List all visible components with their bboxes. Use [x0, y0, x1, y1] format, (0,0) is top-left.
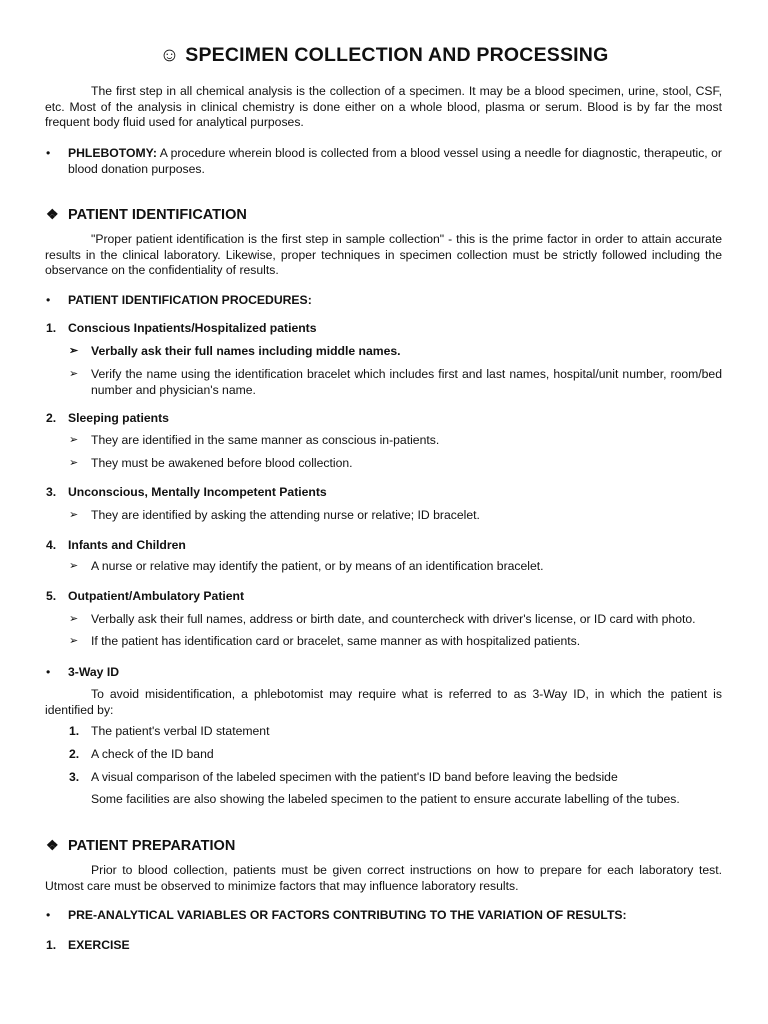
intro-paragraph: The first step in all chemical analysis is the collection of a specimen. It may be a blood specimen, urine, stool, CSF, etc. Most of the analysis in clinical chemistry is done either on a whole blood, plasma or serum. Blood is by far the most frequent body fluid used for analytical purposes.	[45, 84, 722, 130]
three-way-list-item: 3. A visual comparison of the labeled specimen with the patient's ID band before leaving the bedside	[69, 770, 618, 784]
bullet-dot-icon: •	[46, 146, 51, 160]
list-point: ➢ A nurse or relative may identify the patient, or by means of an identification bracelet.	[69, 559, 544, 573]
section-heading-patient-identification: ❖ PATIENT IDENTIFICATION	[46, 206, 247, 223]
three-way-list-item: 2. A check of the ID band	[69, 747, 214, 761]
list-item-heading: 1. EXERCISE	[46, 938, 130, 952]
list-item-heading: 2. Sleeping patients	[46, 411, 169, 425]
list-item-heading: 1. Conscious Inpatients/Hospitalized patients	[46, 321, 317, 335]
diamond-cross-icon: ❖	[46, 837, 59, 853]
bullet-dot-icon: •	[46, 293, 51, 307]
arrowhead-right-icon: ➢	[69, 434, 79, 446]
arrowhead-right-icon: ➢	[69, 457, 79, 469]
list-point: ➢ Verbally ask their full names including middle names.	[69, 344, 401, 358]
three-way-id-paragraph: To avoid misidentification, a phlebotomist may require what is referred to as 3-Way ID, in which the patient is identified by:	[45, 687, 722, 717]
list-point: ➢ They are identified by asking the attending nurse or relative; ID bracelet.	[69, 508, 480, 522]
patient-identification-paragraph: "Proper patient identification is the first step in sample collection" - this is the prime factor in order to attain accurate results in the clinical laboratory. Likewise, proper techniques in specimen collection must be strictly followed including the observance on the confidentiality of results.	[45, 232, 722, 278]
patient-preparation-paragraph: Prior to blood collection, patients must be given correct instructions on how to prepare for each laboratory test. Utmost care must be observed to minimize factors that may influence laboratory results.	[45, 863, 722, 893]
bullet-dot-icon: •	[46, 908, 51, 922]
arrowhead-right-icon: ➢	[69, 509, 79, 521]
arrowhead-right-icon: ➢	[69, 613, 79, 625]
phlebotomy-definition: A procedure wherein blood is collected from a blood vessel using a needle for diagnostic, therapeutic, or blood donation purposes.	[68, 146, 722, 176]
list-item-heading: 3. Unconscious, Mentally Incompetent Patients	[46, 485, 327, 499]
phlebotomy-bullet	[46, 146, 722, 177]
procedures-bullet: • PATIENT IDENTIFICATION PROCEDURES:	[46, 293, 312, 307]
three-way-list-item: 1. The patient's verbal ID statement	[69, 724, 270, 738]
identification-quote: "Proper patient identification is the first step in sample collection"	[91, 232, 445, 246]
diamond-cross-icon: ❖	[46, 206, 59, 222]
list-point: ➢ Verbally ask their full names, address or birth date, and countercheck with driver's license, or ID card with photo.	[69, 612, 696, 626]
arrowhead-right-icon: ➢	[69, 345, 79, 357]
phlebotomy-term: PHLEBOTOMY:	[68, 146, 157, 160]
bullet-dot-icon: •	[46, 665, 51, 679]
arrowhead-right-icon: ➢	[69, 560, 79, 572]
section-heading-patient-preparation: ❖ PATIENT PREPARATION	[46, 837, 236, 854]
page-title: ☺ SPECIMEN COLLECTION AND PROCESSING	[159, 44, 609, 66]
arrowhead-right-icon: ➢	[69, 368, 79, 380]
list-point: ➢ They must be awakened before blood collection.	[69, 456, 353, 470]
three-way-note: Some facilities are also showing the labeled specimen to the patient to ensure accurate labelling of the tubes.	[91, 792, 680, 806]
list-item-heading: 4. Infants and Children	[46, 538, 186, 552]
list-item-heading: 5. Outpatient/Ambulatory Patient	[46, 589, 245, 603]
variables-bullet: • PRE-ANALYTICAL VARIABLES OR FACTORS CONTRIBUTING TO THE VARIATION OF RESULTS:	[46, 908, 627, 922]
list-point: ➢ They are identified in the same manner as conscious in-patients.	[69, 433, 440, 447]
arrowhead-right-icon: ➢	[69, 635, 79, 647]
list-point: ➢ Verify the name using the identification bracelet which includes first and last names, hospital/unit number, room/bed number and physician's name.	[69, 367, 722, 397]
three-way-id-bullet: • 3-Way ID	[46, 665, 120, 679]
list-point: ➢ If the patient has identification card or bracelet, same manner as with hospitalized patients.	[69, 634, 581, 648]
